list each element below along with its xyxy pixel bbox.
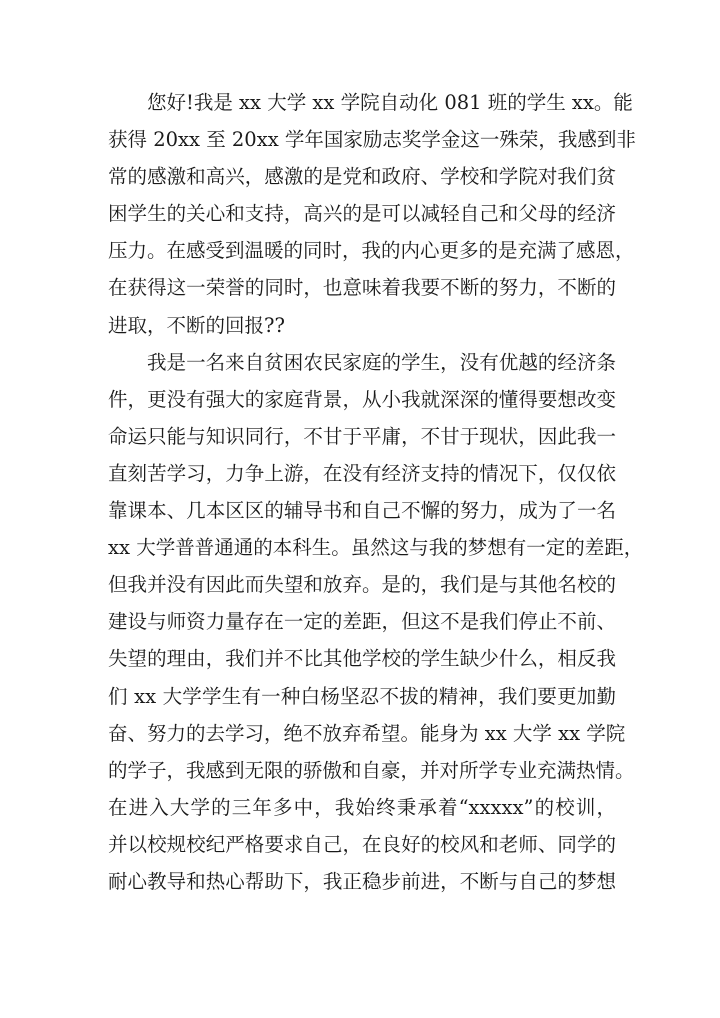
- text-line: 您好!我是 xx 大学 xx 学院自动化 081 班的学生 xx。能: [147, 91, 633, 114]
- text-line: 直刻苦学习，力争上游，在没有经济支持的情况下，仅仅依: [108, 461, 616, 485]
- text-line: 进取，不断的回报??: [108, 313, 285, 337]
- text-line: 靠课本、几本区区的辅导书和自己不懈的努力，成为了一名: [108, 499, 616, 523]
- text-line: 在获得这一荣誉的同时，也意味着我要不断的努力，不断的: [108, 276, 616, 300]
- text-line: 获得 20xx 至 20xx 学年国家励志奖学金这一殊荣，我感到非: [108, 128, 636, 152]
- text-line: 建设与师资力量存在一定的差距，但这不是我们停止不前、: [108, 610, 616, 634]
- letter-body: [108, 84, 644, 900]
- paragraph-1: [108, 84, 636, 344]
- text-line: 耐心教导和热心帮助下，我正稳步前进，不断与自己的梦想: [108, 869, 616, 893]
- text-line: 件，更没有强大的家庭背景，从小我就深深的懂得要想改变: [108, 387, 616, 411]
- text-line: xx 大学普普通通的本科生。虽然这与我的梦想有一定的差距，: [108, 536, 644, 560]
- text-line: 但我并没有因此而失望和放弃。是的，我们是与其他名校的: [108, 573, 616, 597]
- text-line: 并以校规校纪严格要求自己，在良好的校风和老师、同学的: [108, 832, 616, 856]
- text-line: 在进入大学的三年多中，我始终秉承着“xxxxx”的校训，: [108, 795, 616, 819]
- paragraph-2: [108, 344, 644, 900]
- text-line: 命运只能与知识同行，不甘于平庸，不甘于现状，因此我一: [108, 424, 616, 448]
- text-line: 们 xx 大学学生有一种白杨坚忍不拔的精神，我们要更加勤: [108, 684, 616, 708]
- text-line: 常的感激和高兴，感激的是党和政府、学校和学院对我们贫: [108, 165, 616, 189]
- text-line: 我是一名来自贫困农民家庭的学生，没有优越的经济条: [147, 350, 616, 374]
- text-line: 的学子，我感到无限的骄傲和自豪，并对所学专业充满热情。: [108, 758, 635, 782]
- text-line: 失望的理由，我们并不比其他学校的学生缺少什么，相反我: [108, 647, 616, 671]
- text-line: 压力。在感受到温暖的同时，我的内心更多的是充满了感恩，: [108, 239, 635, 263]
- text-line: 困学生的关心和支持，高兴的是可以减轻自己和父母的经济: [108, 202, 616, 226]
- text-line: 奋、努力的去学习，绝不放弃希望。能身为 xx 大学 xx 学院: [108, 721, 626, 745]
